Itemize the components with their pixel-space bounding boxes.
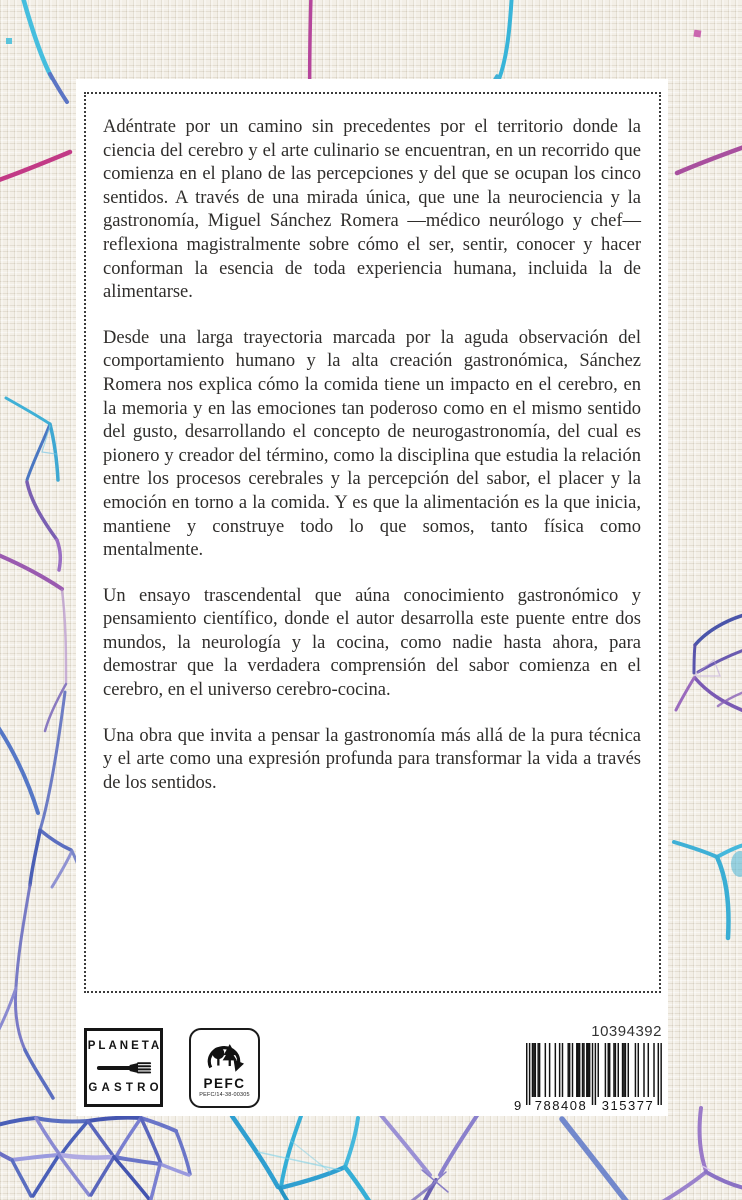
synopsis-paragraph: Desde una larga trayectoria marcada por la aguda observación del comportamiento humano y la alta creación gastronómica, Sánchez Romera nos explica cómo la comida tiene un impacto en el cerebro, en la memoria y en las emociones tan poderoso como en el mismo sentido del gusto, desarrollando el concepto de neurogastronomía, del cual es pionero y creador del término, como la disciplina que estudia la relación entre los procesos cerebrales y la percepción del sabor, el placer y la emoción en torno a la comida. Y es que la alimentación es la que inicia, mantiene y construye todo lo que somos, tanto física como mentalmente. bbox=[103, 327, 641, 561]
cover-panel bbox=[76, 79, 668, 1116]
ean-prefix-digit: 9 bbox=[514, 1098, 522, 1113]
synopsis-paragraph: Adéntrate por un camino sin precedentes por el territorio donde la ciencia del cerebro y el arte culinario se encuentran, en un recorrido que comienza en el plano de las percepciones y del que se ocupan los cinco sentidos. A través de una mirada única, que une la neurociencia y la gastronomía, Miguel Sánchez Romera —médico neurólogo y chef— reflexiona magistralmente sobre cómo el ser, sentir, conocer y hacer conforman la esencia de toda experiencia humana, incluida la de alimentarse. bbox=[103, 117, 641, 303]
barcode-bars bbox=[526, 1043, 662, 1105]
pefc-cert-code: PEFC/14-38-00305 bbox=[199, 1091, 250, 1098]
barcode-block bbox=[516, 1023, 662, 1117]
ean-left-group: 788408 bbox=[534, 1098, 588, 1113]
ean-right-group: 315377 bbox=[601, 1098, 655, 1113]
pefc-logo-label: PEFC bbox=[203, 1075, 246, 1091]
synopsis-paragraph: Un ensayo trascendental que aúna conocimiento gastronómico y pensamiento científico, donde el autor desarrolla este puente entre dos mundos, la neurología y la cocina, como nadie hasta ahora, para demostrar que la verdadera comprensión del sabor comienza en el cerebro, en el universo cerebro-cocina. bbox=[103, 585, 641, 701]
product-code: 10394392 bbox=[591, 1023, 662, 1040]
ean13-barcode bbox=[516, 1043, 662, 1117]
planeta-logo-line1: PLANETA bbox=[87, 1039, 163, 1052]
planeta-gastro-logo bbox=[84, 1028, 163, 1107]
pefc-logo bbox=[189, 1028, 260, 1108]
planeta-logo-line2: GASTRO bbox=[88, 1082, 163, 1094]
pefc-trees-icon bbox=[204, 1038, 246, 1076]
synopsis-text bbox=[103, 116, 641, 795]
fork-icon bbox=[96, 1059, 152, 1077]
synopsis-paragraph: Una obra que invita a pensar la gastronomía más allá de la pura técnica y el arte como una expresión profunda para transformar la vida a través de los sentidos. bbox=[103, 725, 641, 793]
